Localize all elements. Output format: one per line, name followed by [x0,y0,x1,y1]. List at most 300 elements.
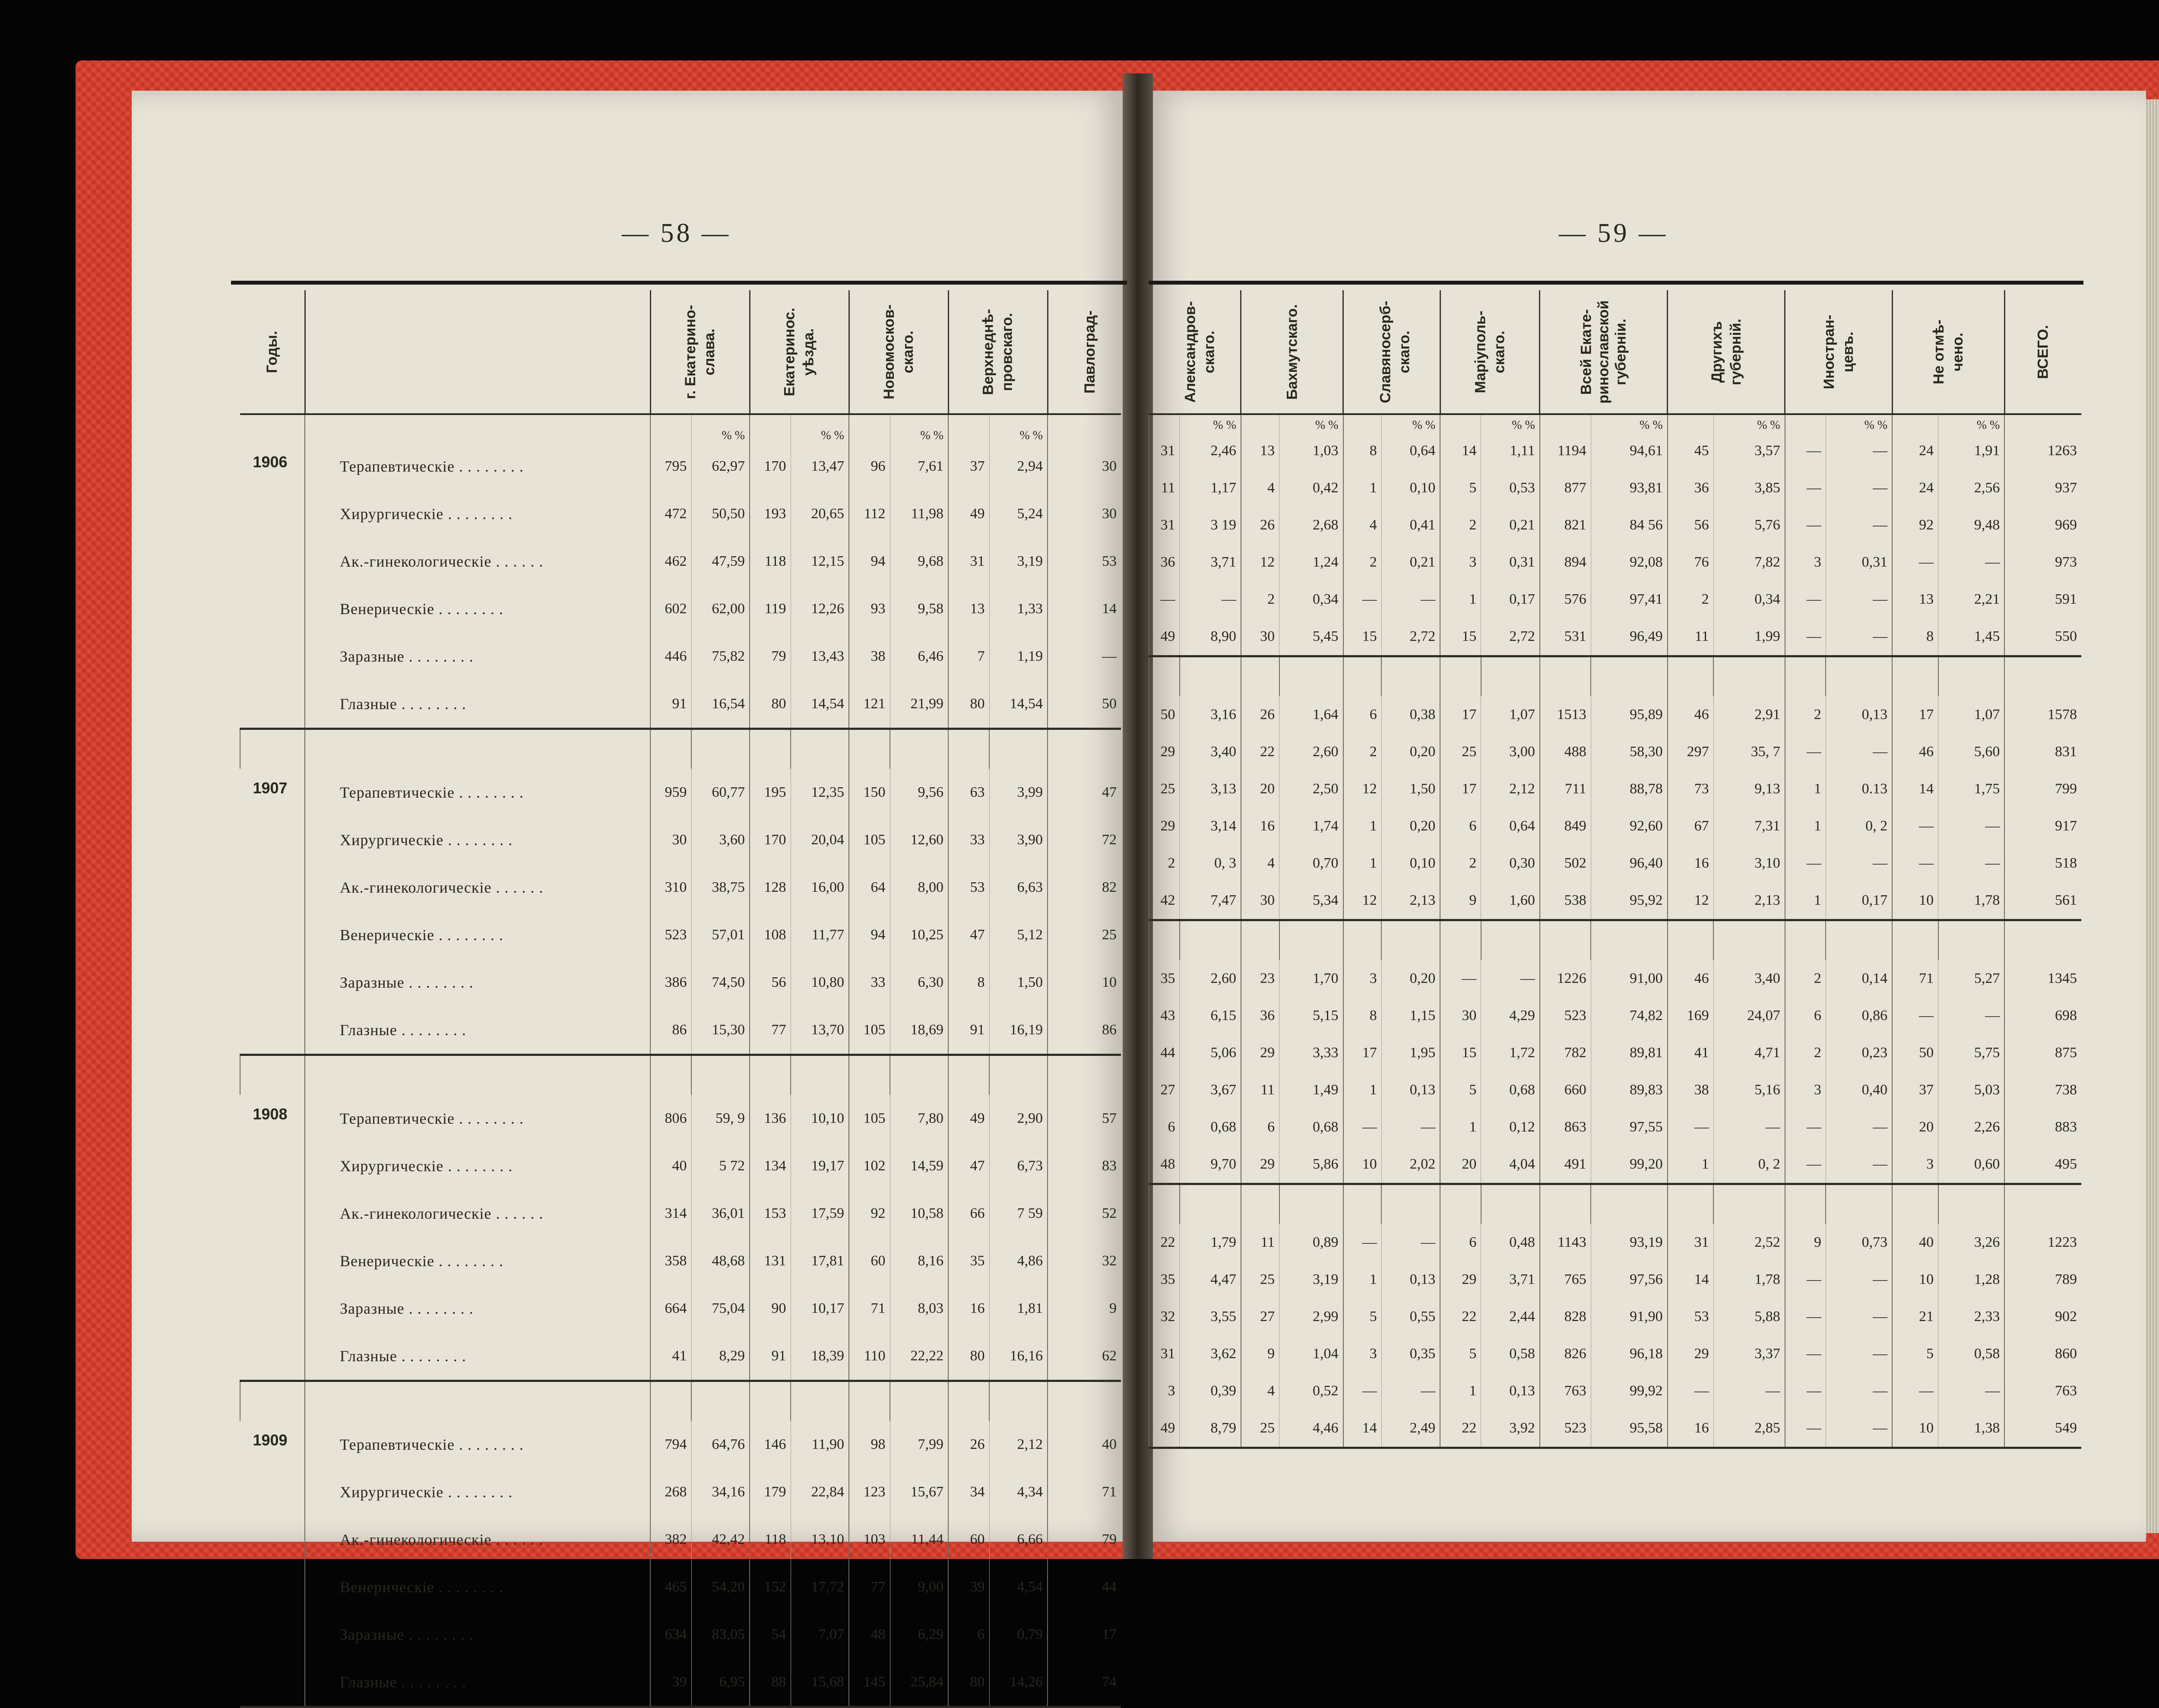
data-cell: 0, 2 [1826,808,1892,845]
data-cell: 32 [1048,1237,1121,1285]
data-cell: 3,90 [989,816,1048,864]
table-row [240,911,1121,959]
data-cell: 99,92 [1591,1372,1667,1410]
data-cell: 179 [750,1468,791,1516]
table-row [240,1516,1121,1563]
data-cell: 24 [1892,432,1938,469]
data-cell: 1,04 [1279,1335,1343,1372]
data-cell: 488 [1540,733,1591,770]
data-cell: 3 [1785,544,1826,581]
data-cell: 7,82 [1713,544,1785,581]
data-cell: 1,24 [1279,544,1343,581]
data-cell: 0, 3 [1180,845,1241,882]
data-cell: 17 [1048,1611,1121,1658]
pct-mark: % % [1279,414,1343,432]
data-cell: 94 [849,538,890,585]
data-cell: 3,57 [1713,432,1785,469]
data-cell: — [1826,1261,1892,1298]
data-cell: 5 72 [691,1142,750,1190]
data-cell: 195 [750,769,791,816]
data-cell: 5 [1440,469,1481,507]
data-cell: 6 [1343,696,1382,733]
left-top-rule [231,281,1127,285]
data-cell: 22,22 [890,1332,948,1381]
data-cell: 2,13 [1381,882,1440,920]
year-cell [240,490,305,538]
data-cell: 12 [1343,882,1382,920]
data-cell: 96,49 [1591,618,1667,656]
header-bakhmut: Бахмутскаго. [1241,290,1343,414]
left-block-spacer [240,729,1121,769]
data-cell: 14 [1440,432,1481,469]
data-cell: 1,50 [1381,770,1440,808]
data-cell: 1 [1343,1261,1382,1298]
data-cell: 297 [1668,733,1713,770]
header-novomoskovsk: Новомосков- скаго. [849,290,948,414]
header-aleksandrovsk: Александров- скаго. [1149,290,1241,414]
category-label: Заразные . . . . . . . . [305,959,650,1006]
data-cell: 30 [1048,443,1121,490]
data-cell: 6,73 [989,1142,1048,1190]
data-cell: 95,92 [1591,882,1667,920]
data-cell: 917 [2004,808,2081,845]
data-cell: 2 [1785,1034,1826,1071]
data-cell: 7,99 [890,1421,948,1468]
data-cell: 10 [1892,1410,1938,1448]
data-cell: 62 [1048,1332,1121,1381]
data-cell: 3,13 [1180,770,1241,808]
data-cell: 13,43 [791,633,849,680]
data-cell: 1 [1440,1372,1481,1410]
data-cell: 3 [1149,1372,1180,1410]
data-cell: 48 [849,1611,890,1658]
data-cell: 49 [948,1095,989,1142]
data-cell: 4,86 [989,1237,1048,1285]
data-cell: 491 [1540,1146,1591,1184]
data-cell: 84 56 [1591,507,1667,544]
data-cell: 1,78 [1938,882,2005,920]
data-cell: 193 [750,490,791,538]
data-cell: 8 [1343,432,1382,469]
data-cell: 523 [1540,997,1591,1034]
data-cell: 48,68 [691,1237,750,1285]
data-cell: 29 [1149,808,1180,845]
data-cell: 1 [1440,1109,1481,1146]
data-cell: 4,71 [1713,1034,1785,1071]
data-cell: 110 [849,1332,890,1381]
data-cell: 0,17 [1826,882,1892,920]
category-label: Терапевтическiе . . . . . . . . [305,1095,650,1142]
data-cell: 12,26 [791,585,849,633]
right-block-spacer [1149,656,2081,697]
data-cell: — [1785,1261,1826,1298]
data-cell: 48 [1149,1146,1180,1184]
data-cell: 765 [1540,1261,1591,1298]
year-cell [240,911,305,959]
table-row [240,864,1121,911]
data-cell: 2,94 [989,443,1048,490]
data-cell: — [1785,1410,1826,1448]
data-cell: 10,25 [890,911,948,959]
data-cell: 0,53 [1481,469,1540,507]
data-cell: 11 [1149,469,1180,507]
data-cell: — [1826,1410,1892,1448]
data-cell: 5,34 [1279,882,1343,920]
data-cell: 97,41 [1591,581,1667,618]
data-cell: 83,05 [691,1611,750,1658]
data-cell: 6,46 [890,633,948,680]
data-cell: 96,40 [1591,845,1667,882]
data-cell: 4 [1343,507,1382,544]
data-cell: 495 [2004,1146,2081,1184]
data-cell: — [1785,581,1826,618]
data-cell: 80 [948,1658,989,1707]
data-cell: 30 [1048,490,1121,538]
table-row [240,769,1121,816]
data-cell: 36 [1149,544,1180,581]
data-cell: 5,03 [1938,1071,2005,1109]
year-cell [240,1006,305,1055]
data-cell: 310 [650,864,691,911]
data-cell: 146 [750,1421,791,1468]
data-cell: 36,01 [691,1190,750,1237]
header-mariupol: Маріуполь- скаго. [1440,290,1540,414]
data-cell: 2,68 [1279,507,1343,544]
data-cell: 314 [650,1190,691,1237]
data-cell: 16 [948,1285,989,1332]
table-row [1149,544,2081,581]
data-cell: 5,76 [1713,507,1785,544]
table-row [1149,1335,2081,1372]
data-cell: 2,12 [989,1421,1048,1468]
data-cell: 1263 [2004,432,2081,469]
data-cell: 1,72 [1481,1034,1540,1071]
data-cell: 16 [1668,1410,1713,1448]
data-cell: 3 [1343,960,1382,997]
data-cell: 11,44 [890,1516,948,1563]
data-cell: — [1149,581,1180,618]
data-cell: 660 [1540,1071,1591,1109]
data-cell: 799 [2004,770,2081,808]
data-cell: 6,29 [890,1611,948,1658]
data-cell: 828 [1540,1298,1591,1335]
category-label: Хирургическiе . . . . . . . . [305,490,650,538]
data-cell: 92 [849,1190,890,1237]
data-cell: 1,81 [989,1285,1048,1332]
data-cell: 170 [750,443,791,490]
data-cell: 121 [849,680,890,729]
data-cell: 0,10 [1381,469,1440,507]
table-row [1149,581,2081,618]
year-cell [240,633,305,680]
data-cell: — [1826,432,1892,469]
data-cell: 91,90 [1591,1298,1667,1335]
data-cell: 79 [1048,1516,1121,1563]
category-label: Венерическiе . . . . . . . . [305,1563,650,1611]
data-cell: 50 [1048,680,1121,729]
data-cell: 77 [750,1006,791,1055]
data-cell: 6 [1785,997,1826,1034]
data-cell: — [1826,845,1892,882]
data-cell: 3 [1343,1335,1382,1372]
data-cell: 105 [849,1006,890,1055]
data-cell: — [1826,469,1892,507]
data-cell: — [1785,1298,1826,1335]
data-cell: 9 [1785,1224,1826,1261]
data-cell: 9 [1440,882,1481,920]
data-cell: 0,17 [1481,581,1540,618]
data-cell: 0,14 [1826,960,1892,997]
data-cell: 10,17 [791,1285,849,1332]
pct-mark: % % [1381,414,1440,432]
data-cell: 7 59 [989,1190,1048,1237]
data-cell: 50 [1149,696,1180,733]
data-cell: 2,13 [1713,882,1785,920]
header-not-noted: Не отмѣ- чено. [1892,290,2004,414]
data-cell: — [1713,1109,1785,1146]
table-row [1149,960,2081,997]
pct-mark: % % [1591,414,1667,432]
data-cell: 763 [2004,1372,2081,1410]
data-cell: 152 [750,1563,791,1611]
data-cell: 47 [948,1142,989,1190]
year-cell [240,1468,305,1516]
data-cell: 7,07 [791,1611,849,1658]
data-cell: 1,15 [1381,997,1440,1034]
data-cell: 91 [650,680,691,729]
data-cell: 108 [750,911,791,959]
data-cell: 37 [948,443,989,490]
data-cell: — [1785,1146,1826,1184]
data-cell: 2 [1440,507,1481,544]
data-cell: 2 [1440,845,1481,882]
data-cell: — [1826,1109,1892,1146]
data-cell: 25 [1241,1261,1279,1298]
right-page-number: — 59 — [1559,219,1668,248]
table-row [240,816,1121,864]
data-cell: 795 [650,443,691,490]
data-cell: 3,00 [1481,733,1540,770]
right-pct-mark-row [1149,414,2081,432]
data-cell: 0,42 [1279,469,1343,507]
data-cell: 664 [650,1285,691,1332]
data-cell: 8,00 [890,864,948,911]
data-cell: 12 [1241,544,1279,581]
data-cell: 472 [650,490,691,538]
data-cell: 1,70 [1279,960,1343,997]
data-cell: 30 [650,816,691,864]
year-cell [240,1285,305,1332]
data-cell: 6 [1149,1109,1180,1146]
data-cell: 9,70 [1180,1146,1241,1184]
data-cell: 5,06 [1180,1034,1241,1071]
left-page-number: — 58 — [622,219,731,248]
data-cell: 634 [650,1611,691,1658]
data-cell: 3,26 [1938,1224,2005,1261]
data-cell: 20 [1892,1109,1938,1146]
year-cell [240,1658,305,1707]
category-label: Венерическiе . . . . . . . . [305,585,650,633]
data-cell: 5,15 [1279,997,1343,1034]
data-cell: 75,04 [691,1285,750,1332]
data-cell: 1,79 [1180,1224,1241,1261]
header-categories [305,290,650,414]
data-cell: 1,74 [1279,808,1343,845]
data-cell: 57,01 [691,911,750,959]
data-cell: 16 [1241,808,1279,845]
data-cell: — [1938,845,2005,882]
table-row [240,1095,1121,1142]
data-cell: 22 [1440,1410,1481,1448]
data-cell: 0,20 [1381,808,1440,845]
data-cell: — [1785,469,1826,507]
data-cell: 3,71 [1180,544,1241,581]
year-cell [240,816,305,864]
year-cell: 1906 [253,453,288,471]
category-label: Хирургическiе . . . . . . . . [305,816,650,864]
data-cell: 15,68 [791,1658,849,1707]
data-cell: 17,81 [791,1237,849,1285]
year-cell [240,959,305,1006]
data-cell: 91,00 [1591,960,1667,997]
data-cell: — [1785,618,1826,656]
data-cell: 64,76 [691,1421,750,1468]
category-label: Глазные . . . . . . . . [305,680,650,729]
data-cell: 46 [1668,696,1713,733]
data-cell: 877 [1540,469,1591,507]
data-cell: 11 [1668,618,1713,656]
data-cell: — [1048,633,1121,680]
data-cell: 10 [1343,1146,1382,1184]
data-cell: 591 [2004,581,2081,618]
data-cell: 1 [1668,1146,1713,1184]
data-cell: 1 [1785,882,1826,920]
data-cell: 6 [948,1611,989,1658]
data-cell: 17,59 [791,1190,849,1237]
data-cell: — [1785,733,1826,770]
data-cell: — [1892,997,1938,1034]
data-cell: 1,50 [989,959,1048,1006]
data-cell: 92,08 [1591,544,1667,581]
data-cell: 1,75 [1938,770,2005,808]
data-cell: 12 [1668,882,1713,920]
data-cell: 11 [1241,1224,1279,1261]
data-cell: 30 [1241,618,1279,656]
data-cell: 93 [849,585,890,633]
data-cell: 13,47 [791,443,849,490]
category-label: Ак.-гинекологическiе . . . . . . [305,1516,650,1563]
data-cell: 66 [948,1190,989,1237]
data-cell: 9,00 [890,1563,948,1611]
left-block-spacer [240,1381,1121,1421]
data-cell: 82 [1048,864,1121,911]
data-cell: 502 [1540,845,1591,882]
data-cell: 2 [1241,581,1279,618]
year-cell [240,680,305,729]
data-cell: 62,00 [691,585,750,633]
data-cell: 22 [1241,733,1279,770]
data-cell: 1,33 [989,585,1048,633]
year-cell [240,1611,305,1658]
data-cell: 31 [1668,1224,1713,1261]
data-cell: — [1785,1372,1826,1410]
data-cell: 5 [1343,1298,1382,1335]
data-cell: 103 [849,1516,890,1563]
data-cell: 8 [948,959,989,1006]
data-cell: 0,58 [1938,1335,2005,1372]
data-cell: 0,38 [1381,696,1440,733]
data-cell: 53 [1668,1298,1713,1335]
data-cell: 0,13 [1381,1261,1440,1298]
data-cell: 894 [1540,544,1591,581]
data-cell: — [1668,1109,1713,1146]
data-cell: 17 [1343,1034,1382,1071]
data-cell: — [1668,1372,1713,1410]
data-cell: 36 [1668,469,1713,507]
data-cell: 6,95 [691,1658,750,1707]
year-cell [240,1237,305,1285]
table-row [1149,507,2081,544]
data-cell: 46 [1892,733,1938,770]
data-cell: 80 [750,680,791,729]
data-cell: 64 [849,864,890,911]
data-cell: 1,78 [1713,1261,1785,1298]
data-cell: 91 [750,1332,791,1381]
data-cell: 25 [1149,770,1180,808]
data-cell: 11 [1241,1071,1279,1109]
data-cell: — [1343,1224,1382,1261]
data-cell: 0.13 [1826,770,1892,808]
data-cell: 47 [1048,769,1121,816]
table-row [1149,696,2081,733]
table-row [240,1658,1121,1707]
data-cell: 465 [650,1563,691,1611]
data-cell: 1,07 [1481,696,1540,733]
data-cell: 4,29 [1481,997,1540,1034]
left-statistics-table [240,290,1121,1708]
data-cell: 71 [1048,1468,1121,1516]
data-cell: — [1713,1372,1785,1410]
category-label: Глазные . . . . . . . . [305,1006,650,1055]
data-cell: 25 [1440,733,1481,770]
data-cell: 10,80 [791,959,849,1006]
table-row [240,1285,1121,1332]
category-label: Терапевтическiе . . . . . . . . [305,1421,650,1468]
data-cell: 23 [1241,960,1279,997]
data-cell: 59, 9 [691,1095,750,1142]
header-pavlograd: Павлоград- [1048,290,1121,414]
data-cell: — [1826,618,1892,656]
data-cell: 0,31 [1481,544,1540,581]
data-cell: 0,58 [1481,1335,1540,1372]
data-cell: 1226 [1540,960,1591,997]
data-cell: 29 [1668,1335,1713,1372]
data-cell: 40 [650,1142,691,1190]
data-cell: 2,85 [1713,1410,1785,1448]
data-cell: 1,60 [1481,882,1540,920]
pct-mark: % % [791,414,849,443]
data-cell: 14 [1892,770,1938,808]
table-row [1149,1109,2081,1146]
data-cell: — [1826,581,1892,618]
data-cell: 0,12 [1481,1109,1540,1146]
data-cell: 0, 2 [1713,1146,1785,1184]
data-cell: 36 [1241,997,1279,1034]
data-cell: 6,30 [890,959,948,1006]
data-cell: 2,26 [1938,1109,2005,1146]
data-cell: 0,89 [1279,1224,1343,1261]
data-cell: 37 [1892,1071,1938,1109]
